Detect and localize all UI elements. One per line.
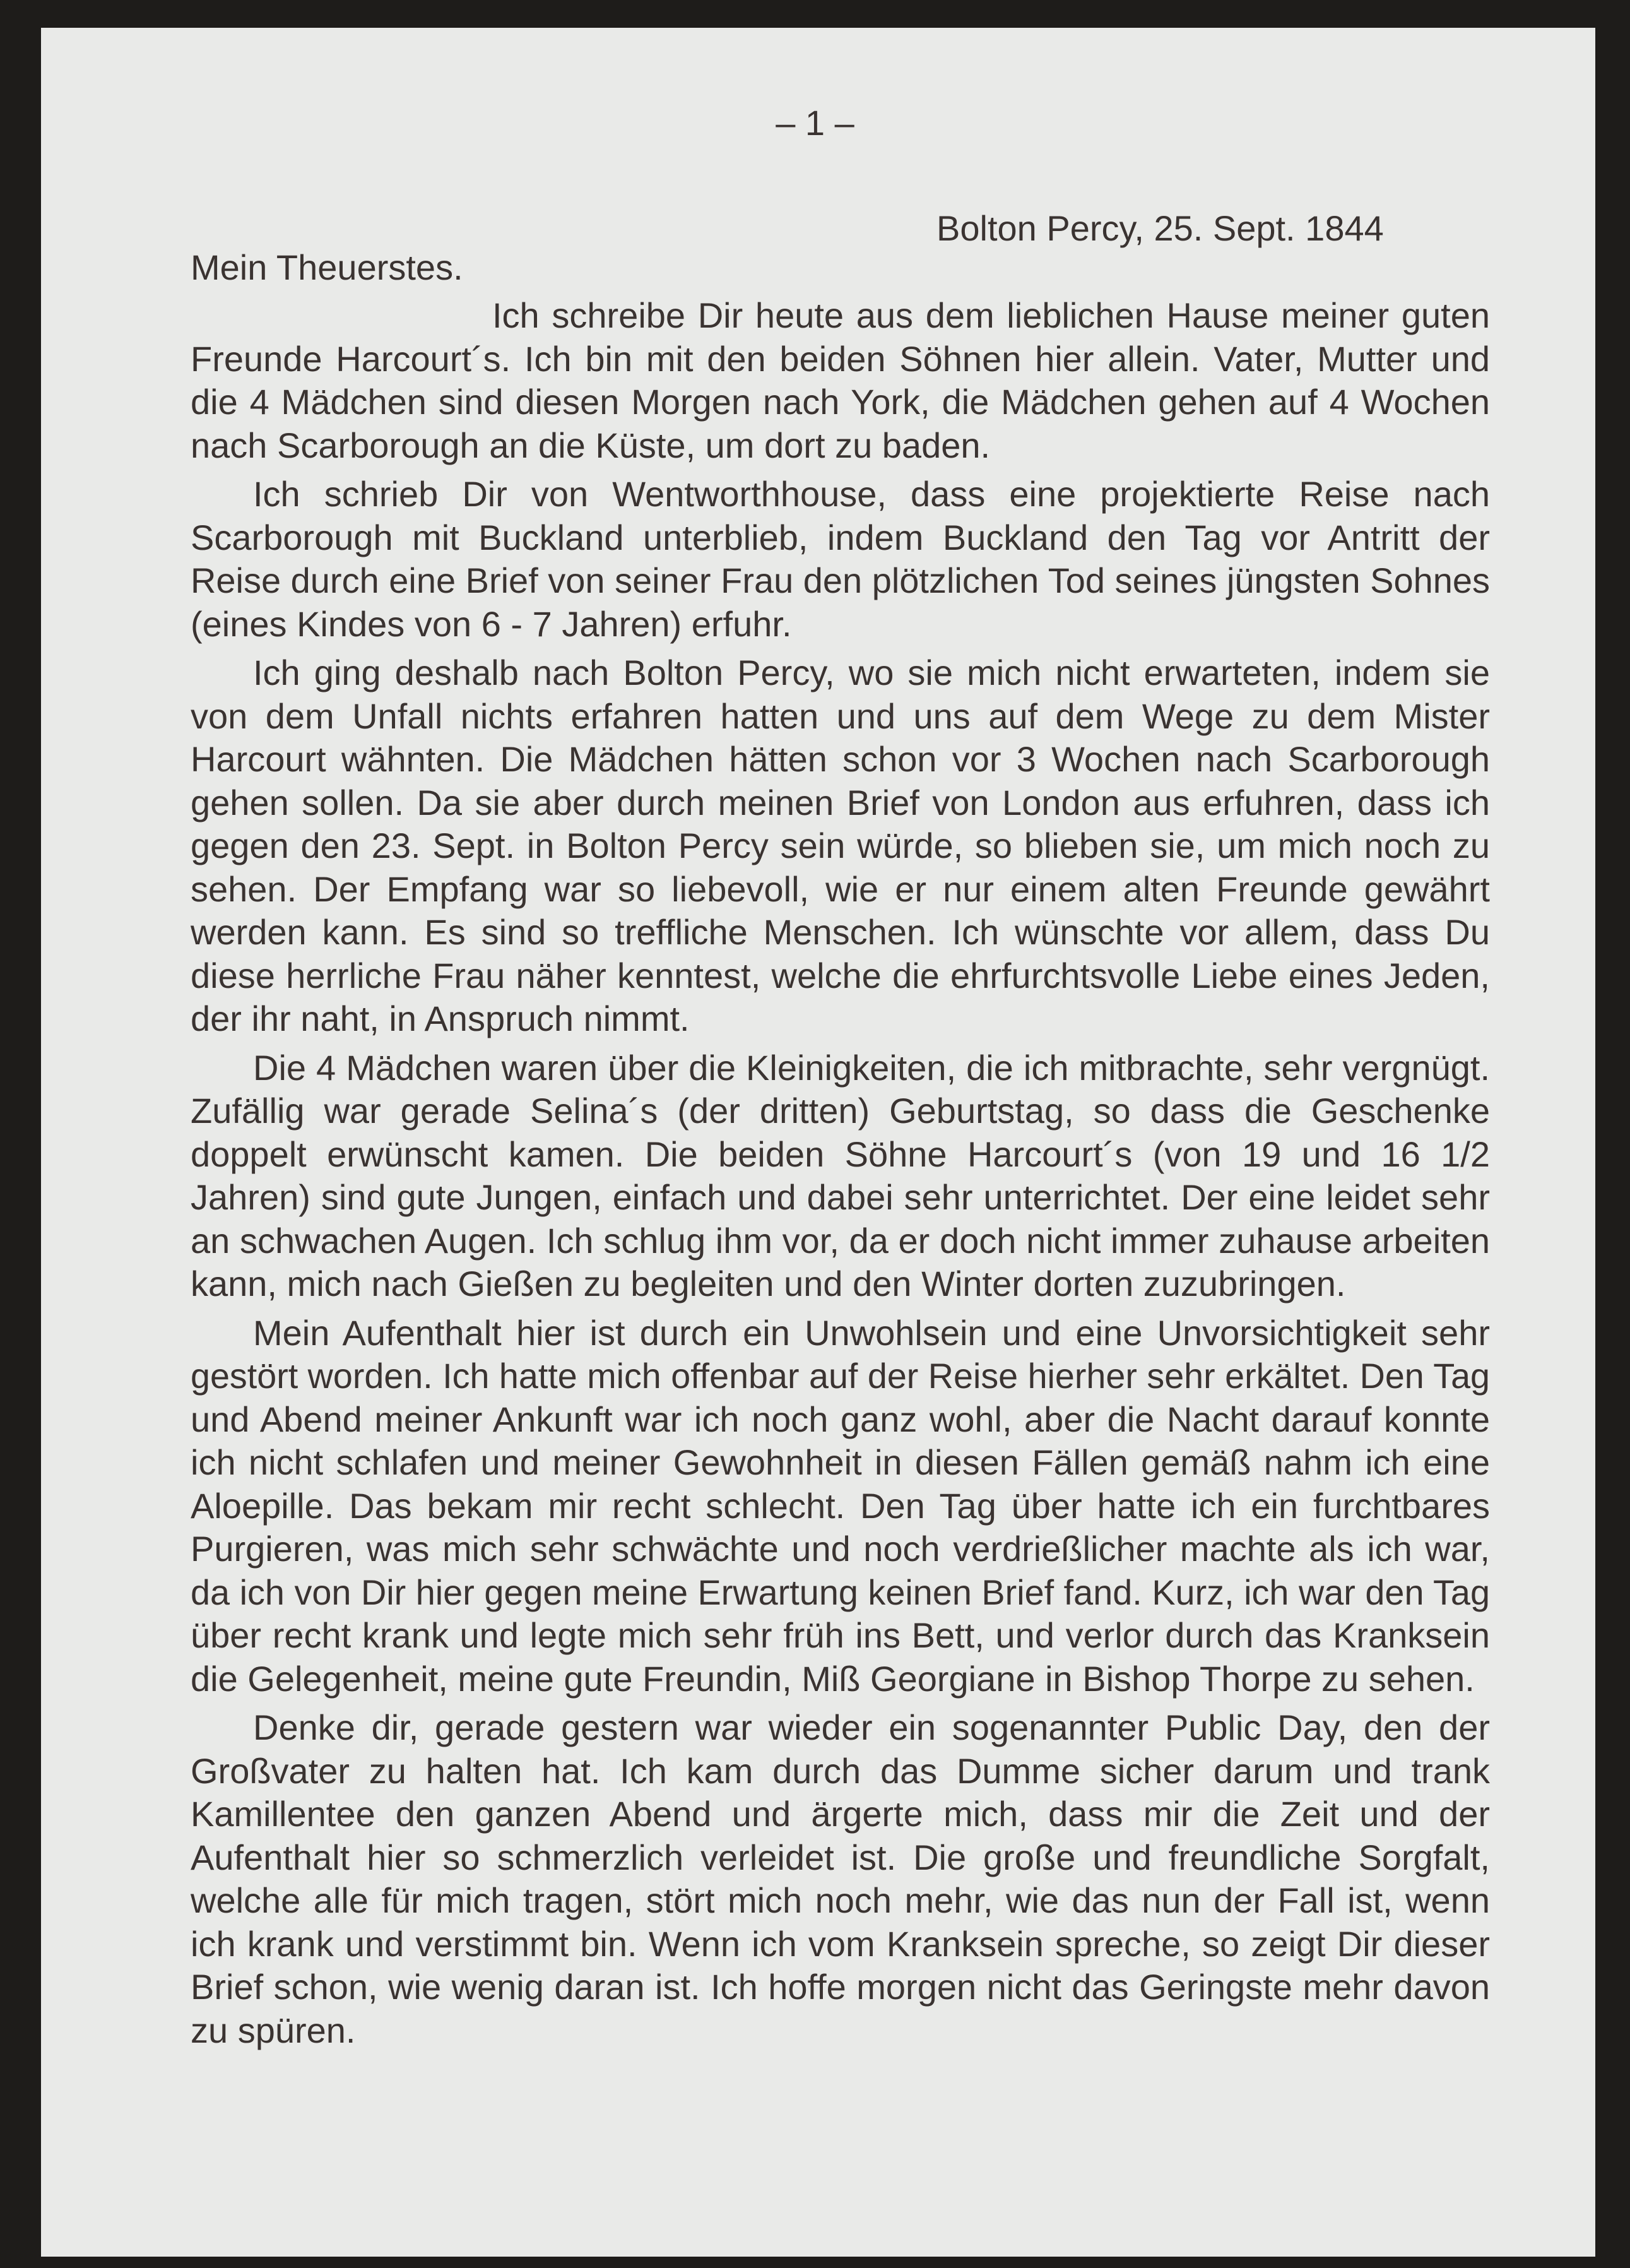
text-line xyxy=(191,954,1490,998)
paragraph xyxy=(191,294,1490,467)
paragraph xyxy=(191,1312,1490,1701)
text-line xyxy=(191,473,1490,516)
text-line-content: sehen. Der Empfang war so liebevoll, wie er nur einem alten Freunde gewährt xyxy=(191,869,1490,909)
text-line xyxy=(191,1658,1490,1701)
text-line xyxy=(191,294,1490,338)
text-line-content: und Abend meiner Ankunft war ich noch ganz wohl, aber die Nacht darauf konnte xyxy=(191,1399,1490,1439)
text-line xyxy=(191,911,1490,954)
text-line xyxy=(191,781,1490,825)
text-line-content: die Gelegenheit, meine gute Freundin, Miß Georgiane in Bishop Thorpe zu sehen. xyxy=(191,1658,1475,1699)
text-line-content: Aloepille. Das bekam mir recht schlecht. Den Tag über hatte ich ein furchtbares xyxy=(191,1485,1490,1526)
letter-body xyxy=(191,294,1490,2058)
text-line xyxy=(191,1879,1490,1923)
text-line xyxy=(191,1793,1490,1836)
text-line xyxy=(191,1528,1490,1571)
text-line xyxy=(191,1571,1490,1615)
text-line xyxy=(191,1485,1490,1528)
text-line xyxy=(191,1923,1490,1966)
text-line-content: Reise durch eine Brief von seiner Frau den plötzlichen Tod seines jüngsten Sohnes xyxy=(191,561,1490,600)
text-line xyxy=(191,603,1490,646)
date-line: Bolton Percy, 25. Sept. 1844 xyxy=(936,208,1384,248)
text-line xyxy=(191,1133,1490,1177)
text-line-content: Ich schreibe Dir heute aus dem lieblichen Hause meiner guten xyxy=(492,295,1490,335)
text-line xyxy=(191,1176,1490,1220)
text-line xyxy=(191,824,1490,868)
text-line-content: diese herrliche Frau näher kenntest, welche die ehrfurchtsvolle Liebe eines Jeden, xyxy=(191,955,1490,995)
text-line xyxy=(191,338,1490,381)
text-line xyxy=(191,1966,1490,2009)
text-line-content: Freunde Harcourt´s. Ich bin mit den beiden Söhnen hier allein. Vater, Mutter und xyxy=(191,338,1490,379)
text-line-content: (eines Kindes von 6 - 7 Jahren) erfuhr. xyxy=(191,603,792,644)
text-line-content: ich krank und verstimmt bin. Wenn ich vom Kranksein spreche, so zeigt Dir dieser xyxy=(191,1923,1490,1964)
text-line xyxy=(191,1398,1490,1442)
text-line-content: der ihr naht, in Anspruch nimmt. xyxy=(191,999,690,1038)
text-line xyxy=(191,1836,1490,1880)
text-line-content: Mein Aufenthalt hier ist durch ein Unwohlsein und eine Unvorsichtigkeit sehr xyxy=(253,1312,1490,1353)
text-line-content: von dem Unfall nichts erfahren hatten und uns auf dem Wege zu dem Mister xyxy=(191,696,1490,736)
text-line-content: Denke dir, gerade gestern war wieder ein sogenannter Public Day, den der xyxy=(253,1707,1490,1747)
text-line-content: Scarborough mit Buckland unterblieb, indem Buckland den Tag vor Antritt der xyxy=(191,517,1490,557)
text-line-content: Harcourt wähnten. Die Mädchen hätten schon vor 3 Wochen nach Scarborough xyxy=(191,739,1490,779)
text-line xyxy=(191,1262,1490,1306)
paragraph xyxy=(191,473,1490,646)
text-line xyxy=(191,1047,1490,1090)
text-line-content: kann, mich nach Gießen zu begleiten und den Winter dorten zuzubringen. xyxy=(191,1264,1346,1303)
text-line-content: da ich von Dir hier gegen meine Erwartung keinen Brief fand. Kurz, ich war den Tag xyxy=(191,1572,1490,1612)
text-line-content: doppelt erwünscht kamen. Die beiden Söhne Harcourt´s (von 19 und 16 1/2 xyxy=(191,1134,1490,1174)
page-number: – 1 – xyxy=(776,103,854,143)
text-line xyxy=(191,424,1490,468)
text-line-content: Purgieren, was mich sehr schwächte und noch verdrießlicher machte als ich war, xyxy=(191,1529,1490,1569)
text-line-content: welche alle für mich tragen, stört mich noch mehr, wie das nun der Fall ist, wenn xyxy=(191,1880,1490,1920)
text-line-content: Kamillentee den ganzen Abend und ärgerte mich, dass mir die Zeit und der xyxy=(191,1794,1490,1834)
text-line xyxy=(191,1706,1490,1750)
text-line xyxy=(191,868,1490,911)
text-line xyxy=(191,2009,1490,2053)
text-line-content: nach Scarborough an die Küste, um dort zu baden. xyxy=(191,425,991,465)
text-line-content: Großvater zu halten hat. Ich kam durch das Dumme sicher darum und trank xyxy=(191,1750,1490,1791)
text-line xyxy=(191,695,1490,739)
text-line-content: die 4 Mädchen sind diesen Morgen nach York, die Mädchen gehen auf 4 Wochen xyxy=(191,382,1490,422)
text-line xyxy=(191,1312,1490,1355)
paragraph xyxy=(191,651,1490,1041)
paragraph xyxy=(191,1047,1490,1306)
text-line-content: Ich ging deshalb nach Bolton Percy, wo sie mich nicht erwarteten, indem sie xyxy=(253,653,1490,692)
text-line xyxy=(191,559,1490,603)
text-line xyxy=(191,738,1490,781)
text-line-content: an schwachen Augen. Ich schlug ihm vor, da er doch nicht immer zuhause arbeiten xyxy=(191,1220,1490,1261)
text-line-content: zu spüren. xyxy=(191,2010,356,2050)
text-line xyxy=(191,1441,1490,1485)
text-line xyxy=(191,997,1490,1041)
text-line-content: ich nicht schlafen und meiner Gewohnheit in diesen Fällen gemäß nahm ich eine xyxy=(191,1442,1490,1482)
text-line-content: gestört worden. Ich hatte mich offenbar auf der Reise hierher sehr erkältet. Den Tag xyxy=(191,1356,1490,1396)
text-line xyxy=(191,1355,1490,1398)
text-line xyxy=(191,381,1490,424)
paragraph xyxy=(191,1706,1490,2052)
text-line-content: Die 4 Mädchen waren über die Kleinigkeiten, die ich mitbrachte, sehr vergnügt. xyxy=(253,1047,1490,1088)
text-line-content: Ich schrieb Dir von Wentworthhouse, dass eine projektierte Reise nach xyxy=(253,474,1490,514)
text-line-content: Brief schon, wie wenig daran ist. Ich hoffe morgen nicht das Geringste mehr davon xyxy=(191,1967,1490,2007)
text-line xyxy=(191,651,1490,695)
text-line xyxy=(191,516,1490,560)
text-line-content: Aufenthalt hier so schmerzlich verleidet ist. Die große und freundliche Sorgfalt, xyxy=(191,1837,1490,1877)
text-line xyxy=(191,1750,1490,1793)
text-line-content: gegen den 23. Sept. in Bolton Percy sein würde, so blieben sie, um mich noch zu xyxy=(191,826,1490,865)
text-line xyxy=(191,1220,1490,1263)
text-line-content: Jahren) sind gute Jungen, einfach und dabei sehr unterrichtet. Der eine leidet sehr xyxy=(191,1177,1490,1217)
salutation: Mein Theuerstes. xyxy=(191,247,463,287)
text-line-content: Zufällig war gerade Selina´s (der dritten) Geburtstag, so dass die Geschenke xyxy=(191,1091,1490,1131)
text-line xyxy=(191,1614,1490,1658)
text-line-content: über recht krank und legte mich sehr früh ins Bett, und verlor durch das Kranksein xyxy=(191,1615,1490,1655)
text-line-content: gehen sollen. Da sie aber durch meinen Brief von London aus erfuhren, dass ich xyxy=(191,782,1490,822)
text-line xyxy=(191,1089,1490,1133)
text-line-content: werden kann. Es sind so treffliche Menschen. Ich wünschte vor allem, dass Du xyxy=(191,912,1490,952)
